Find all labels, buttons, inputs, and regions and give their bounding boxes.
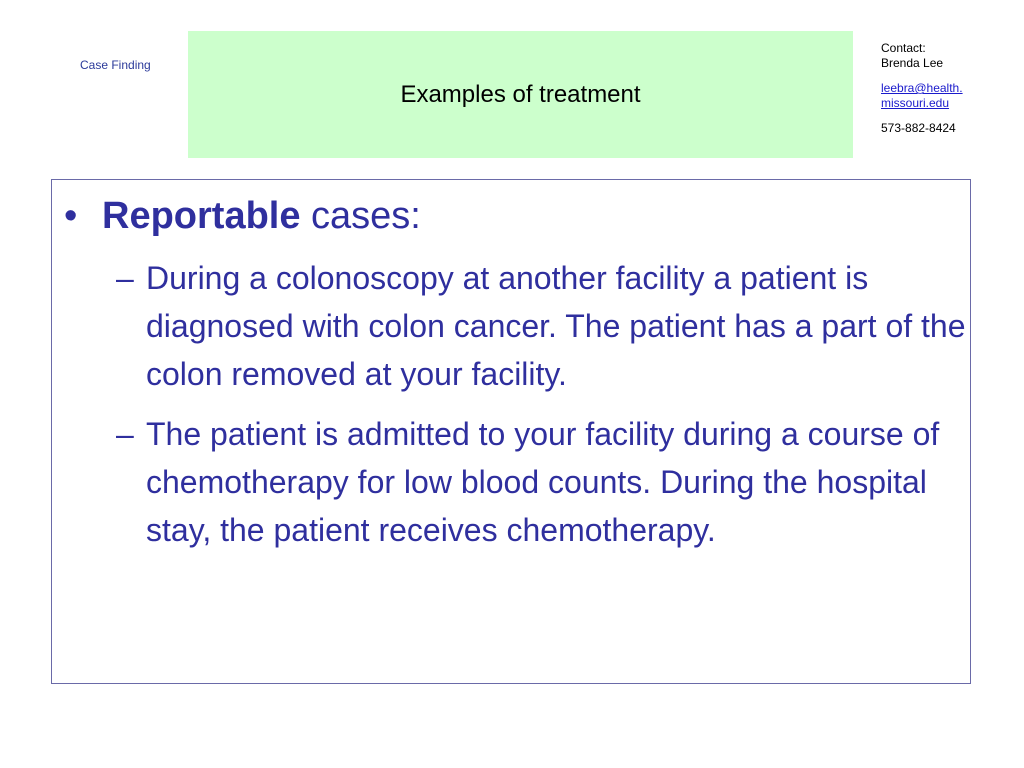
contact-email-link[interactable]: leebra@health. missouri.edu: [881, 81, 963, 110]
slide-title: Examples of treatment: [400, 80, 641, 108]
list-item: [116, 410, 966, 554]
contact-label: Contact:: [881, 41, 926, 55]
list-item: [116, 254, 966, 398]
contact-name: Brenda Lee: [881, 56, 944, 70]
contact-info: [881, 41, 963, 136]
main-bullet: [64, 192, 421, 240]
dash-icon: –: [116, 416, 134, 452]
heading-rest: cases:: [300, 195, 421, 237]
bullet-icon: •: [64, 195, 78, 237]
contact-phone: 573-882-8424: [881, 121, 956, 135]
heading-bold: Reportable: [102, 195, 301, 237]
list-item-text: The patient is admitted to your facility during a course of chemotherapy for low blood counts. During the hospital stay, the patient receives chemotherapy.: [146, 416, 940, 548]
title-box: [188, 31, 853, 158]
section-label: Case Finding: [80, 58, 151, 72]
dash-icon: –: [116, 260, 134, 296]
content-box: [51, 179, 971, 684]
list-item-text: During a colonoscopy at another facility a patient is diagnosed with colon cancer. The patient has a part of the colon removed at your facility.: [146, 260, 966, 392]
sub-list: [116, 254, 966, 566]
